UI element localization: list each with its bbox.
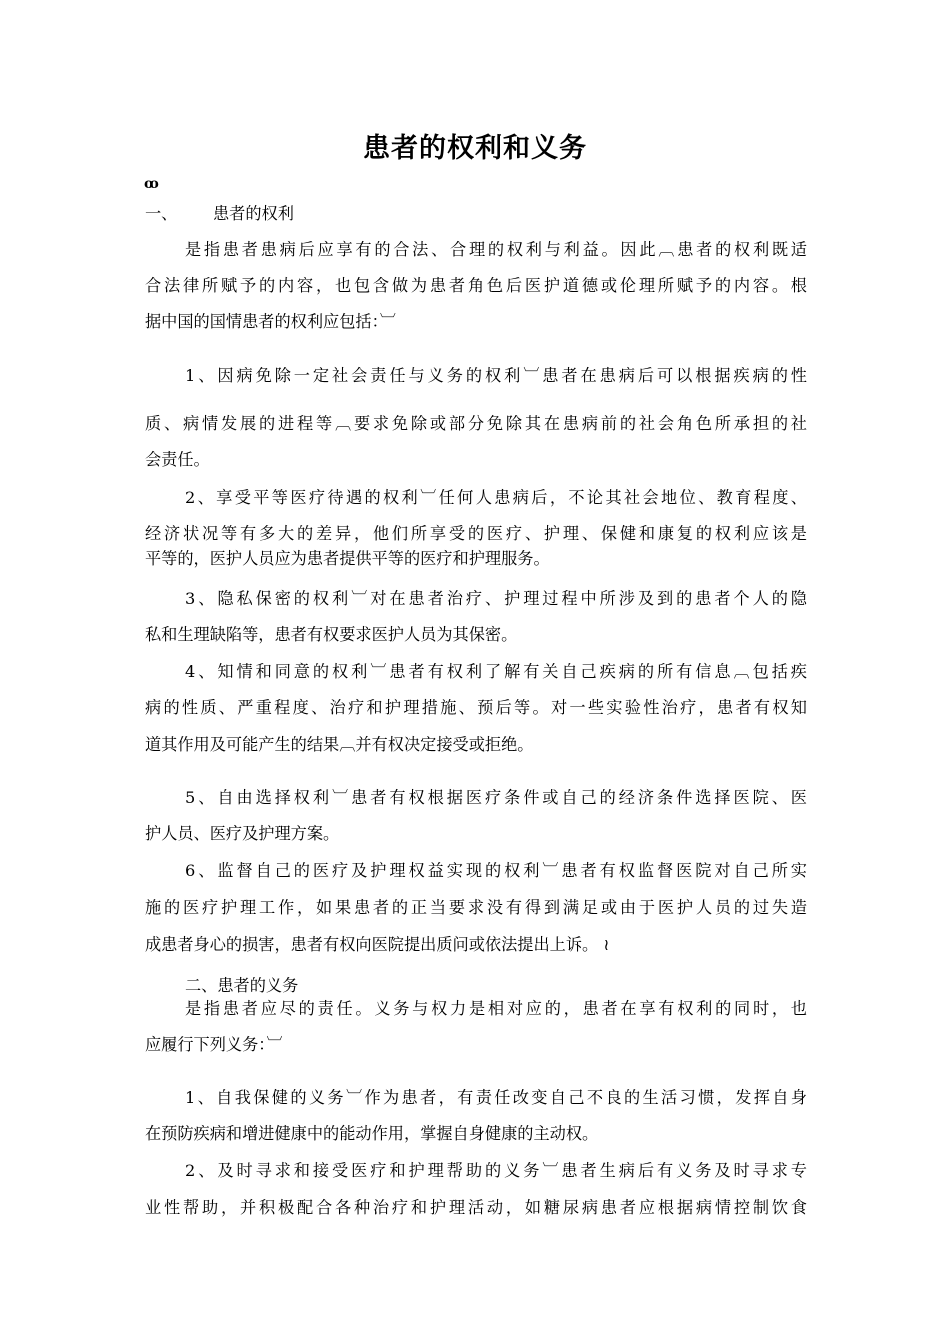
right-item-1-line: 会责任。: [145, 450, 210, 469]
right-item-5-line: 5、自由选择权利︺患者有权根据医疗条件或自己的经济条件选择医院、医: [185, 788, 807, 807]
right-item-1-line: 1、因病免除一定社会责任与义务的权利︺患者在患病后可以根据疾病的性: [185, 366, 807, 385]
right-item-3-line: 3、隐私保密的权利︺对在患者治疗、护理过程中所涉及到的患者个人的隐: [185, 589, 807, 608]
duty-item-1-line: 在预防疾病和增进健康中的能动作用，掌握自身健康的主动权。: [145, 1124, 599, 1143]
right-item-4-line: 病的性质、严重程度、治疗和护理措施、预后等。对一些实验性治疗，患者有权知: [145, 698, 807, 717]
right-item-4-line: 道其作用及可能产生的结果︹并有权决定接受或拒绝。: [145, 735, 534, 754]
right-item-4-line: 4、知情和同意的权利︺患者有权利了解有关自己疾病的所有信息︹包括疾: [185, 662, 807, 681]
right-item-2-line: 平等的，医护人员应为患者提供平等的医疗和护理服务。: [145, 549, 550, 568]
section1-heading: 患者的权利: [213, 204, 294, 223]
section2-heading: 二、患者的义务: [185, 976, 299, 995]
section1-intro-line: 是指患者患病后应享有的合法、合理的权利与利益。因此︹患者的权利既适: [185, 240, 807, 259]
right-item-2-line: 经济状况等有多大的差异，他们所享受的医疗、护理、保健和康复的权利应该是: [145, 524, 807, 543]
right-item-6-line: 6、监督自己的医疗及护理权益实现的权利︺患者有权监督医院对自己所实: [185, 861, 807, 880]
section1-intro-line: 合法律所赋予的内容，也包含做为患者角色后医护道德或伦理所赋予的内容。根: [145, 276, 807, 295]
section1-number: 一、: [145, 204, 178, 223]
section2-intro-line: 是指患者应尽的责任。义务与权力是相对应的，患者在享有权利的同时，也: [185, 999, 807, 1018]
document-title: 患者的权利和义务: [363, 133, 587, 164]
right-item-1-line: 质、病情发展的进程等︹要求免除或部分免除其在患病前的社会角色所承担的社: [145, 414, 807, 433]
section1-intro-line: 据中国的国情患者的权利应包括：︺: [145, 312, 396, 331]
duty-item-1-line: 1、自我保健的义务︺作为患者，有责任改变自己不良的生活习惯，发挥自身: [185, 1088, 807, 1107]
duty-item-2-line: 业性帮助，并积极配合各种治疗和护理活动，如糖尿病患者应根据病情控制饮食: [145, 1198, 807, 1217]
paragraph-mark: ꝏ: [144, 176, 159, 192]
duty-item-2-line: 2、及时寻求和接受医疗和护理帮助的义务︺患者生病后有义务及时寻求专: [185, 1161, 807, 1180]
right-item-3-line: 私和生理缺陷等，患者有权要求医护人员为其保密。: [145, 625, 518, 644]
right-item-6-line: 成患者身心的损害，患者有权向医院提出质问或依法提出上诉。 ≀: [145, 935, 610, 954]
right-item-6-line: 施的医疗护理工作，如果患者的正当要求没有得到满足或由于医护人员的过失造: [145, 898, 807, 917]
right-item-2-line: 2、享受平等医疗待遇的权利︺任何人患病后，不论其社会地位、教育程度、: [185, 488, 807, 507]
section2-intro-line: 应履行下列义务：︺: [145, 1035, 283, 1054]
right-item-5-line: 护人员、医疗及护理方案。: [145, 824, 340, 843]
